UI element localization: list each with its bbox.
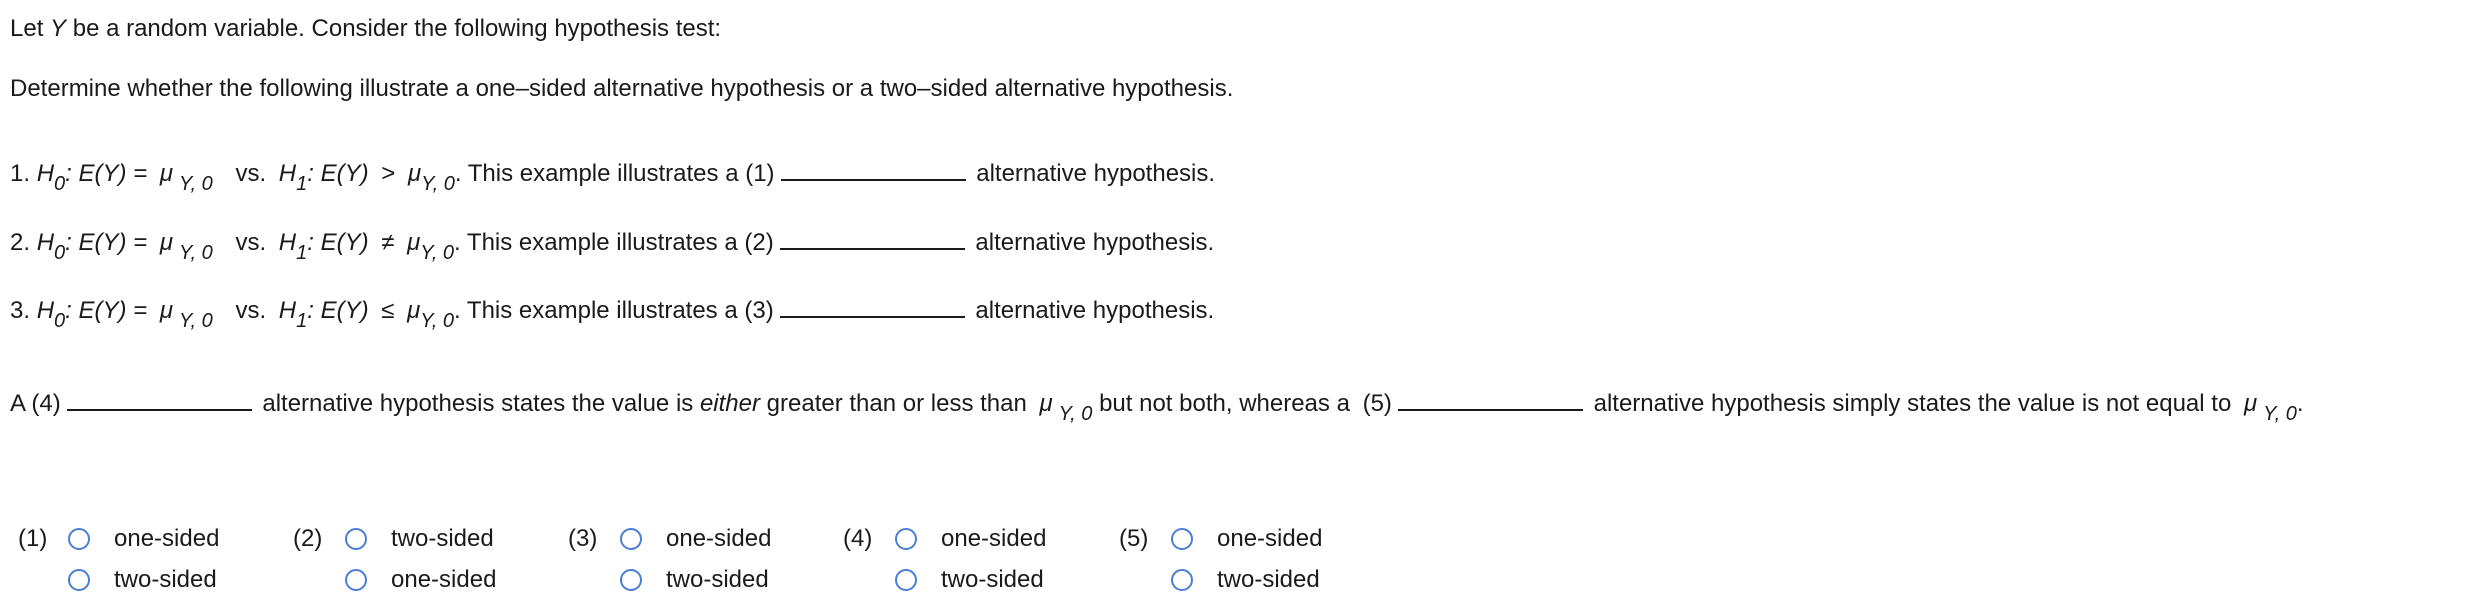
mu-symbol: μ [159, 160, 174, 187]
mu-subscript: Y, 0 [420, 242, 455, 264]
h1-subscript: 1 [296, 242, 308, 264]
vs-text: vs. [235, 160, 267, 187]
summary-period: . [2296, 390, 2304, 417]
option-label: two-sided [941, 566, 1044, 593]
option-1-one-sided[interactable] [68, 524, 219, 554]
intro-variable: Y [50, 15, 67, 42]
vs-text: vs. [235, 297, 267, 324]
h0-expression: : E(Y) = [65, 160, 148, 187]
mu-symbol: μ [2243, 390, 2258, 417]
radio-icon[interactable] [895, 569, 917, 591]
answer-blank-3 [780, 296, 965, 318]
mu-subscript: Y, 0 [179, 173, 213, 195]
answer-blank-4 [67, 389, 252, 411]
h1-symbol: H [278, 160, 297, 187]
h0-symbol: H [36, 229, 55, 256]
radio-icon[interactable] [345, 528, 367, 550]
mu-symbol: μ [1039, 390, 1053, 417]
option-label: one-sided [941, 525, 1047, 552]
h0-expression: : E(Y) = [65, 297, 148, 324]
option-4-one-sided[interactable] [895, 524, 1046, 554]
summary-text-4: alternative hypothesis simply states the value is not equal to [1593, 390, 2232, 417]
option-label: one-sided [1217, 525, 1323, 552]
operator-symbol: ≠ [381, 229, 395, 256]
h0-symbol: H [36, 297, 55, 324]
answer-group-label: (2) [293, 525, 323, 552]
intro-pre: Let [10, 15, 51, 42]
item-after-text: alternative hypothesis. [975, 297, 1215, 324]
mu-subscript: Y, 0 [179, 242, 213, 264]
answer-group-label: (3) [568, 525, 598, 552]
mu-subscript: Y, 0 [179, 310, 213, 332]
mu-symbol: μ [407, 229, 421, 256]
answer-group-label: (5) [1119, 525, 1149, 552]
summary-text-1: alternative hypothesis states the value is [262, 390, 694, 417]
mu-subscript: Y, 0 [1058, 403, 1093, 425]
option-2-two-sided[interactable] [345, 524, 494, 554]
answer-blank-5 [1398, 389, 1583, 411]
mu-subscript: Y, 0 [420, 310, 455, 332]
blank-label: (3) [744, 297, 774, 324]
hypothesis-item-2 [10, 228, 1215, 264]
item-tail-text: . This example illustrates a [454, 160, 739, 187]
option-3-two-sided[interactable] [620, 565, 769, 595]
hypothesis-item-1 [10, 159, 1216, 195]
h1-expression: : E(Y) [307, 229, 369, 256]
h1-symbol: H [278, 297, 297, 324]
option-label: one-sided [114, 525, 220, 552]
h0-symbol: H [36, 160, 55, 187]
summary-label-5: (5) [1362, 390, 1392, 417]
option-label: two-sided [114, 566, 217, 593]
mu-symbol: μ [407, 160, 422, 187]
instruction-text: Determine whether the following illustrate a one–sided alternative hypothesis or a two–sided alternative hypothesis. [10, 75, 1234, 102]
radio-icon[interactable] [1171, 528, 1193, 550]
h1-symbol: H [278, 229, 297, 256]
option-1-two-sided[interactable] [68, 565, 217, 595]
option-4-two-sided[interactable] [895, 565, 1044, 595]
intro-post: be a random variable. Consider the following hypothesis test: [66, 15, 722, 42]
answer-blank-2 [780, 228, 965, 250]
item-after-text: alternative hypothesis. [976, 160, 1216, 187]
option-label: two-sided [391, 525, 494, 552]
intro-text [10, 14, 721, 44]
option-3-one-sided[interactable] [620, 524, 771, 554]
operator-symbol: ≤ [381, 297, 395, 324]
item-tail-text: . This example illustrates a [454, 229, 738, 256]
option-5-two-sided[interactable] [1171, 565, 1320, 595]
mu-symbol: μ [407, 297, 421, 324]
option-label: one-sided [666, 525, 772, 552]
h0-subscript: 0 [54, 310, 66, 332]
radio-icon[interactable] [345, 569, 367, 591]
option-label: one-sided [391, 566, 497, 593]
option-5-one-sided[interactable] [1171, 524, 1322, 554]
h1-subscript: 1 [296, 173, 308, 195]
option-label: two-sided [666, 566, 769, 593]
radio-icon[interactable] [895, 528, 917, 550]
answer-blank-1 [781, 159, 966, 181]
mu-symbol: μ [159, 229, 174, 256]
mu-subscript: Y, 0 [2263, 403, 2297, 425]
radio-icon[interactable] [620, 569, 642, 591]
h0-subscript: 0 [54, 242, 66, 264]
hypothesis-item-3 [10, 296, 1215, 332]
h1-subscript: 1 [296, 310, 308, 332]
operator-symbol: > [381, 160, 396, 187]
blank-label: (1) [745, 160, 775, 187]
item-number: 3. [10, 297, 31, 324]
summary-label-4: A (4) [10, 390, 61, 417]
h1-expression: : E(Y) [307, 160, 369, 187]
vs-text: vs. [235, 229, 267, 256]
radio-icon[interactable] [1171, 569, 1193, 591]
summary-text-3: but not both, whereas a [1099, 390, 1350, 417]
summary-either: either [699, 390, 760, 417]
answer-group-label: (4) [843, 525, 873, 552]
item-after-text: alternative hypothesis. [975, 229, 1215, 256]
item-number: 1. [10, 160, 31, 187]
item-number: 2. [10, 229, 31, 256]
radio-icon[interactable] [620, 528, 642, 550]
h0-subscript: 0 [54, 173, 66, 195]
h1-expression: : E(Y) [307, 297, 369, 324]
item-tail-text: . This example illustrates a [454, 297, 738, 324]
radio-icon[interactable] [68, 569, 90, 591]
summary-sentence [10, 389, 2304, 425]
mu-subscript: Y, 0 [421, 173, 455, 195]
answer-group-label: (1) [18, 525, 48, 552]
h0-expression: : E(Y) = [65, 229, 148, 256]
radio-icon[interactable] [68, 528, 90, 550]
mu-symbol: μ [159, 297, 174, 324]
option-2-one-sided[interactable] [345, 565, 496, 595]
option-label: two-sided [1217, 566, 1320, 593]
blank-label: (2) [744, 229, 774, 256]
summary-text-2: greater than or less than [766, 390, 1027, 417]
